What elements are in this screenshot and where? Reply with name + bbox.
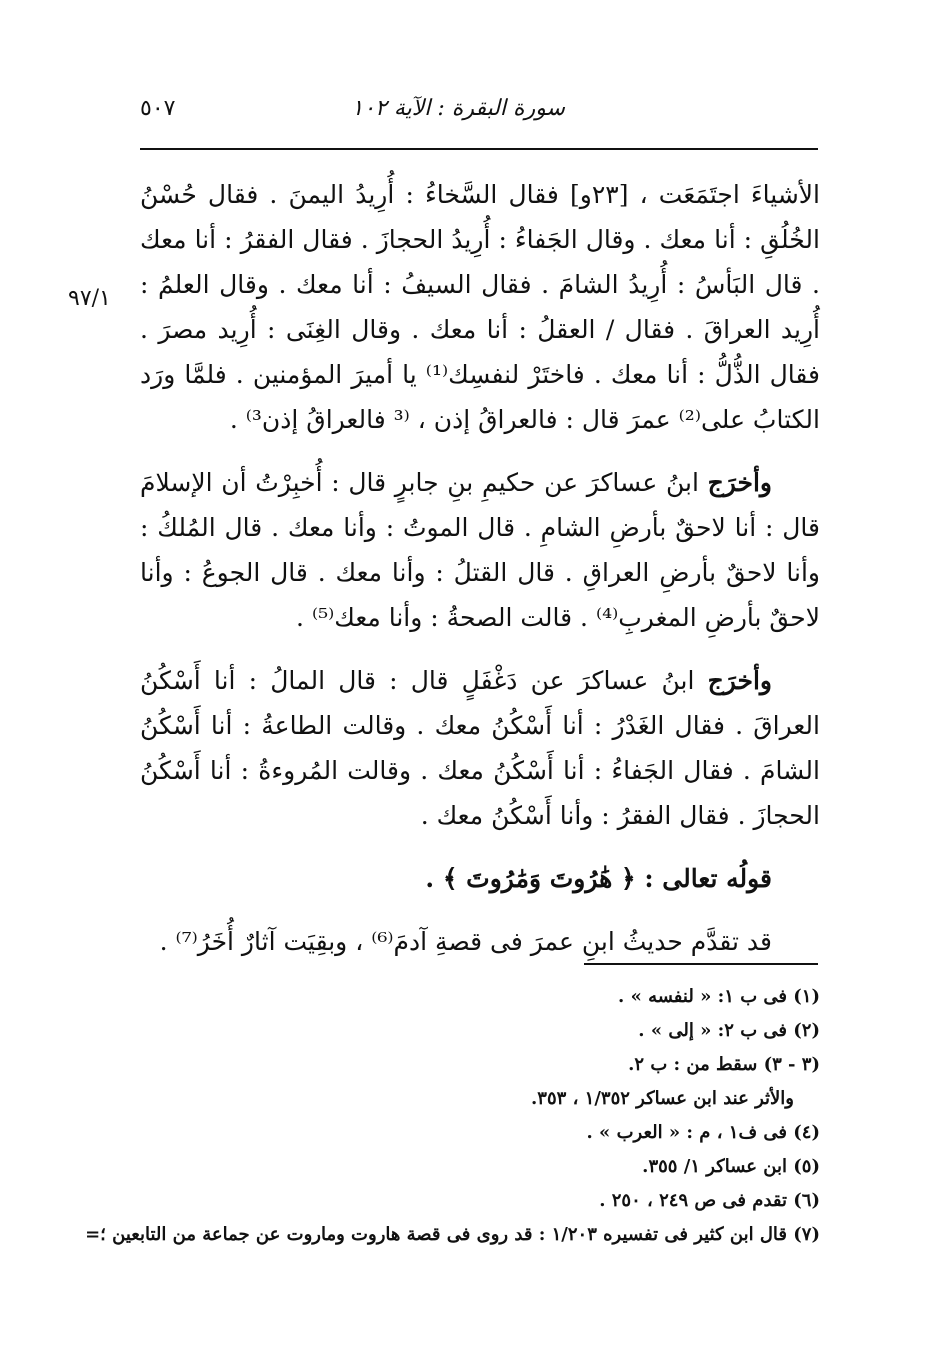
main-text bbox=[140, 172, 820, 982]
footnote-4: (٤) فى ف١ ، م : « العرب » . bbox=[586, 1122, 820, 1143]
surah-title: سورة البقرة : الآية ١٠٢ bbox=[351, 96, 565, 121]
running-header bbox=[140, 92, 820, 132]
footnote-3: (٣ - ٣) سقط من : ب ٢. bbox=[628, 1054, 820, 1075]
paragraph-lead: وأخرَج bbox=[707, 666, 772, 695]
closing-paragraph: قد تقدَّم حديثُ ابنِ عمرَ فى قصةِ آدمَ⁽⁶⁾ ، وبقِيَت آثارٌ أُخَرُ⁽⁷⁾ . bbox=[159, 927, 772, 956]
margin-reference: ٩٧/١ bbox=[68, 286, 111, 311]
footnote-2: (٢) فى ب ٢: « إلى » . bbox=[638, 1020, 820, 1041]
paragraph-3 bbox=[140, 658, 820, 838]
page-number: ٥٠٧ bbox=[140, 96, 176, 121]
footnote-7: (٧) قال ابن كثير فى تفسيره ١/٢٠٣ : قد روى فى قصة هاروت وماروت عن جماعة من التابعين ؛= bbox=[85, 1224, 820, 1245]
paragraph-text: ابنُ عساكرَ عن حكيمِ بنِ جابرٍ قال : أُخبِرْتُ أن الإسلامَ قال : أنا لاحقٌ بأرضِ الشامِ . قال الموتُ : وأنا معك . قال المُلكُ : وأنا لاحقٌ بأرضِ العراقِ . قال القتلُ : وأنا معك . قال الجوعُ : وأنا لاحقٌ بأرضِ المغربِ⁽⁴⁾ . قالت الصحةُ : وأنا معك⁽⁵⁾ . bbox=[140, 468, 820, 632]
footnote-divider bbox=[584, 963, 818, 965]
footnote-3-continuation: والأثر عند ابن عساكر ١/٣٥٢ ، ٣٥٣. bbox=[531, 1088, 794, 1109]
footnote-6: (٦) تقدم فى ص ٢٤٩ ، ٢٥٠ . bbox=[599, 1190, 820, 1211]
paragraph-lead: وأخرَج bbox=[707, 468, 772, 497]
paragraph-2 bbox=[140, 460, 820, 640]
footnote-1: (١) فى ب ١: « لنفسه » . bbox=[618, 986, 820, 1007]
footnote-5: (٥) ابن عساكر ١/ ٣٥٥. bbox=[642, 1156, 820, 1177]
header-divider bbox=[140, 148, 818, 150]
paragraph-1 bbox=[140, 172, 820, 442]
verse-heading: قولُه تعالى : ﴿ هَٰرُوتَ وَمَٰرُوتَ ﴾ . bbox=[425, 864, 772, 893]
paragraph-text: الأشياءَ اجتَمَعَت ، [٢٣و] فقال السَّخاءُ : أُرِيدُ اليمنَ . فقال حُسْنُ الخُلُقِ : أنا معك . وقال الجَفاءُ : أُرِيدُ الحجازَ . فقال الفقرُ : أنا معك . قال البَأسُ : أُرِيدُ الشامَ . فقال السيفُ : أنا معك . وقال العلمُ : أُرِيد العراقَ . فقال / العقلُ : أنا معك . وقال الغِنَى : أُرِيد مصرَ . فقال الذُّلُّ : أنا معك . فاختَرْ لنفسِك⁽¹⁾ يا أميرَ المؤمنين . فلمَّا ورَد الكتابُ على⁽²⁾ عمرَ قال : فالعراقُ إذن ، ⁽³ فالعراقُ إذن³⁾ . bbox=[140, 180, 820, 434]
footnotes bbox=[85, 980, 820, 1252]
paragraph-text: ابنُ عساكرَ عن دَغْفَلٍ قال : قال المالُ : أنا أَسْكُنُ العراقَ . فقال الغَدْرُ : أنا أَسْكُنُ معك . وقالت الطاعةُ : أنا أَسْكُنُ الشامَ . فقال الجَفاءُ : أنا أَسْكُنُ معك . وقالت المُروءةُ : أنا أَسْكُنُ الحجازَ . فقال الفقرُ : وأنا أَسْكُنُ معك . bbox=[140, 666, 820, 830]
